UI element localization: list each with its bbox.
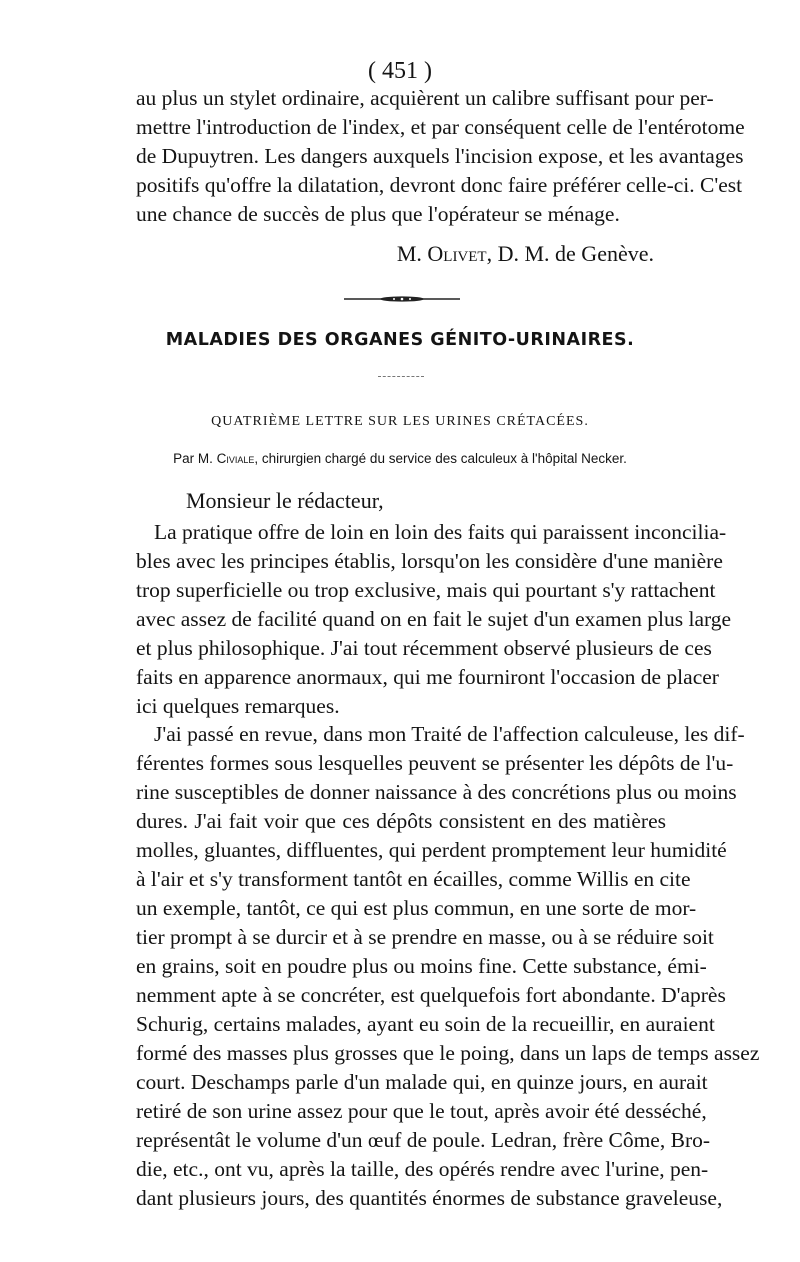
- text-line: avec assez de facilité quand on en fait le sujet d'un examen plus large: [136, 607, 732, 631]
- text-line: bles avec les principes établis, lorsqu'on les considère d'une manière: [136, 549, 723, 573]
- signature-name: Olivet: [427, 241, 487, 266]
- text-line: à l'air et s'y transforment tantôt en écailles, comme Willis en cite: [136, 867, 691, 891]
- text-line: de Dupuytren. Les dangers auxquels l'incision expose, et les avantages: [136, 144, 744, 168]
- author-signature: [0, 241, 654, 267]
- divider: [378, 376, 424, 377]
- section-title: MALADIES DES ORGANES GÉNITO-URINAIRES.: [165, 330, 635, 350]
- byline-prefix: Par M.: [173, 451, 217, 466]
- salutation: Monsieur le rédacteur,: [186, 488, 384, 513]
- text-line: en grains, soit en poudre plus ou moins fine. Cette substance, émi-: [136, 954, 707, 978]
- text-line: tier prompt à se durcir et à se prendre en masse, ou à se réduire soit: [136, 925, 714, 949]
- text-line: court. Deschamps parle d'un malade qui, en quinze jours, en aurait: [136, 1070, 708, 1094]
- page-number: ( 451 ): [368, 58, 432, 84]
- text-line: J'ai passé en revue, dans mon Traité de l'affection calculeuse, les dif-: [154, 722, 745, 746]
- text-line: ici quelques remarques.: [136, 694, 340, 718]
- text-line: die, etc., ont vu, après la taille, des opérés rendre avec l'urine, pen-: [136, 1157, 709, 1181]
- byline-author: Civiale: [216, 451, 255, 466]
- text-line: au plus un stylet ordinaire, acquièrent un calibre suffisant pour per-: [136, 86, 714, 110]
- text-line: représentât le volume d'un œuf de poule. Ledran, frère Côme, Bro-: [136, 1128, 711, 1152]
- signature-suffix: , D. M. de Genève.: [486, 241, 654, 266]
- text-line: retiré de son urine assez pour que le tout, après avoir été desséché,: [136, 1099, 707, 1123]
- text-line: trop superficielle ou trop exclusive, mais qui pourtant s'y rattachent: [136, 578, 716, 602]
- text-line: dures. J'ai fait voir que ces dépôts consistent en des matières: [136, 809, 666, 833]
- letter-title: QUATRIÈME LETTRE SUR LES URINES CRÉTACÉES.: [211, 414, 589, 429]
- byline-suffix: , chirurgien chargé du service des calculeux à l'hôpital Necker.: [254, 451, 627, 466]
- intro-paragraph: [136, 84, 745, 229]
- paragraph-2: [136, 720, 760, 1213]
- text-line: et plus philosophique. J'ai tout récemment observé plusieurs de ces: [136, 636, 712, 660]
- ornamental-rule: [344, 296, 460, 302]
- text-line: formé des masses plus grosses que le poing, dans un laps de temps assez: [136, 1041, 760, 1065]
- text-line: rine susceptibles de donner naissance à des concrétions plus ou moins: [136, 780, 737, 804]
- text-line: dant plusieurs jours, des quantités énormes de substance graveleuse,: [136, 1186, 723, 1210]
- text-line: La pratique offre de loin en loin des faits qui paraissent inconcilia-: [154, 520, 727, 544]
- text-line: faits en apparence anormaux, qui me fourniront l'occasion de placer: [136, 665, 719, 689]
- text-line: positifs qu'offre la dilatation, devront donc faire préférer celle-ci. C'est: [136, 173, 743, 197]
- text-line: une chance de succès de plus que l'opérateur se ménage.: [136, 202, 620, 226]
- text-line: un exemple, tantôt, ce qui est plus commun, en une sorte de mor-: [136, 896, 697, 920]
- byline: [0, 451, 800, 466]
- paragraph-1: [136, 518, 732, 721]
- text-line: nemment apte à se concréter, est quelquefois fort abondante. D'après: [136, 983, 726, 1007]
- text-line: molles, gluantes, diffluentes, qui perdent promptement leur humidité: [136, 838, 727, 862]
- text-line: férentes formes sous lesquelles peuvent se présenter les dépôts de l'u-: [136, 751, 734, 775]
- text-line: mettre l'introduction de l'index, et par conséquent celle de l'entérotome: [136, 115, 745, 139]
- signature-prefix: M.: [396, 241, 428, 266]
- text-line: Schurig, certains malades, ayant eu soin de la recueillir, en auraient: [136, 1012, 715, 1036]
